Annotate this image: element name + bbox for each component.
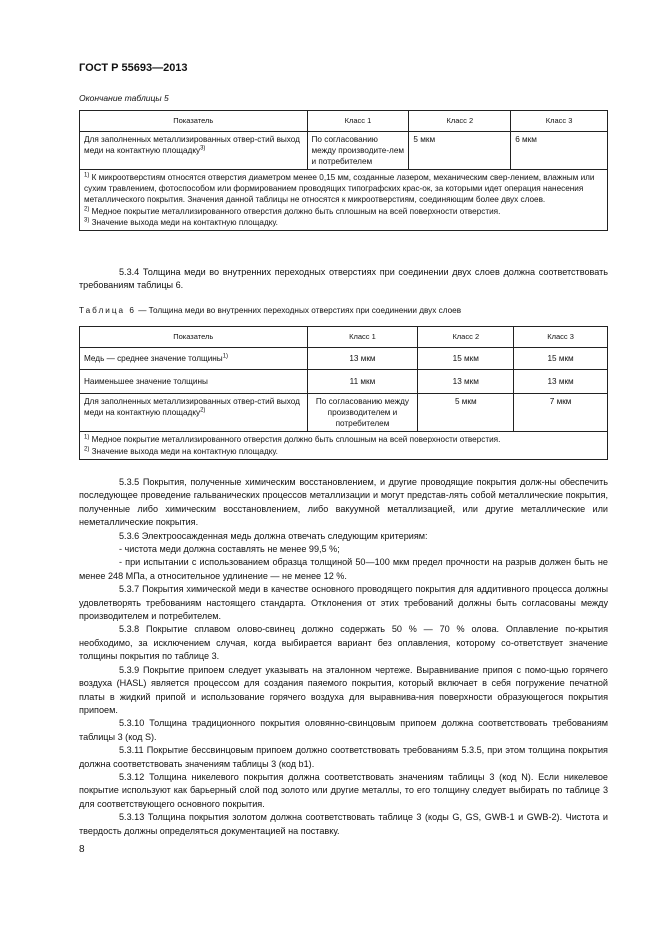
table6-cell: 11 мкм <box>307 370 418 394</box>
table5-row <box>80 132 608 170</box>
footnote-mark: 2) <box>84 205 90 212</box>
table6-col-header: Класс 1 <box>307 327 418 348</box>
paragraph-5-3-5: 5.3.5 Покрытия, полученные химическим восстановлением, и другие проводящие покрытия долж-ны обеспечить последующее проведение гальванических процессов металлизации и могут представ-лять собой металлические покрытия, полученные либо химическим восстановлением, либо вакуумной металлизацией, или другие металлические или неметаллические покрытия. <box>79 477 608 528</box>
table5-notes-row <box>80 170 608 230</box>
table6-col-header: Класс 2 <box>418 327 514 348</box>
footnote-mark: 3) <box>84 216 90 223</box>
footnote-mark: 1) <box>84 434 90 441</box>
table6-cell: 15 мкм <box>418 348 514 370</box>
footnote-mark: 3) <box>200 145 206 152</box>
paragraph-5-3-11: 5.3.11 Покрытие бессвинцовым припоем должно соответствовать требованиям 5.3.5, при этом толщина покрытия должна соответствовать значениям таблицы 3 (код b1). <box>79 745 608 769</box>
paragraph-5-3-10: 5.3.10 Толщина традиционного покрытия оловянно-свинцовым припоем должна соответствовать требованиям таблицы 3 (код S). <box>79 718 608 742</box>
paragraph-5-3-12: 5.3.12 Толщина никелевого покрытия должна соответствовать значениям таблицы 3 (код N). Если никелевое покрытие используют как барьерный слой под золото или другие металлы, то его толщину следует выбирать по таблице 3 для соответствующего основного покрытия. <box>79 771 608 809</box>
body-text <box>79 476 608 838</box>
paragraph-5-3-4 <box>79 266 608 293</box>
list-item: - при испытании с использованием образца толщиной 50—100 мкм предел прочности на разрыв должен быть не менее 248 МПа, а относительное удлинение — не менее 12 %. <box>79 557 608 581</box>
footnote-text: К микроотверстиям относятся отверстия диаметром менее 0,15 мм, созданные лазером, механическим свер-лением, влажным или сухим травлением, фотоспособом или формированием проводящих типографских крас-ок, за которыми идет операция нанесения металлического покрытия. Значения данной таблицы не относятся к микроотверстиям, соединяющим более двух слоев. <box>84 173 595 205</box>
table6-header-row <box>80 327 608 348</box>
footnote-text: Значение выхода меди на контактную площадку. <box>91 446 278 456</box>
table6-cell: 13 мкм <box>418 370 514 394</box>
table5-col-header: Класс 1 <box>307 111 409 132</box>
table6-row-label: Медь — среднее значение толщины <box>84 354 223 364</box>
table5-caption: Окончание таблицы 5 <box>79 93 169 103</box>
table5-notes <box>80 170 608 230</box>
paragraph: 5.3.4 Толщина меди во внутренних переходных отверстиях при соединении двух слоев должна соответствовать требованиям таблицы 6. <box>79 267 608 291</box>
table6-row <box>80 394 608 432</box>
paragraph-5-3-6: 5.3.6 Электроосажденная медь должна отвечать следующим критериям: <box>119 530 428 541</box>
table6-cell: 13 мкм <box>514 370 608 394</box>
page-number: 8 <box>79 844 85 855</box>
table5-cell: 6 мкм <box>511 132 608 170</box>
table6-notes <box>80 432 608 459</box>
table6-caption-text: — Толщина меди во внутренних переходных отверстиях при соединении двух слоев <box>135 306 462 315</box>
table6-row-label-cell <box>80 394 308 432</box>
footnote-text: Медное покрытие металлизированного отверстия должно быть сплошным на всей поверхности отверстия. <box>91 435 501 445</box>
table5-cell: 5 мкм <box>409 132 511 170</box>
footnote-mark: 1) <box>84 172 90 179</box>
table6-cell: 5 мкм <box>418 394 514 432</box>
paragraph-5-3-13: 5.3.13 Толщина покрытия золотом должна соответствовать таблице 3 (коды G, GS, GWB-1 и GWB-2). Чистота и твердость должны определяться документацией на поставку. <box>79 812 608 836</box>
list-item: - чистота меди должна составлять не менее 99,5 %; <box>119 544 340 555</box>
table6-row-label-cell <box>80 348 308 370</box>
table6-notes-row <box>80 432 608 459</box>
table-footnote <box>84 434 603 445</box>
table5-row-label: Для заполненных металлизированных отвер-стий выход меди на контактную площадку <box>84 135 300 156</box>
table6-col-header: Показатель <box>80 327 308 348</box>
table6-cell: 13 мкм <box>307 348 418 370</box>
footnote-mark: 1) <box>222 353 229 360</box>
table6-col-header: Класс 3 <box>514 327 608 348</box>
footnote-text: Значение выхода меди на контактную площадку. <box>91 217 278 227</box>
table6-caption-label: Таблица 6 <box>79 306 136 315</box>
footnote-mark: 2) <box>200 407 206 414</box>
table6 <box>79 326 608 460</box>
document-header: ГОСТ Р 55693—2013 <box>79 62 188 74</box>
table6-row-label-cell <box>80 370 308 394</box>
table5-cell: По согласованию между производите-лем и потребителем <box>307 132 409 170</box>
table5 <box>79 110 608 231</box>
table-footnote <box>84 217 603 228</box>
table5-col-header: Показатель <box>80 111 308 132</box>
table6-cell: 7 мкм <box>514 394 608 432</box>
table6-row-label: Наименьшее значение толщины <box>84 377 208 387</box>
paragraph-5-3-8: 5.3.8 Покрытие сплавом олово-свинец должно содержать 50 % — 70 % олова. Оплавление по-крытия необходимо, за исключением случая, когда выбирается вариант без оплавления, которому со-ответствует значение толщины покрытия по таблице 3. <box>79 624 608 662</box>
table6-row <box>80 370 608 394</box>
footnote-text: Медное покрытие металлизированного отверстия должно быть сплошным на всей поверхности отверстия. <box>91 206 501 216</box>
table5-col-header: Класс 2 <box>409 111 511 132</box>
table6-row-label: Для заполненных металлизированных отвер-стий выход меди на контактную площадку <box>84 397 300 418</box>
table-footnote <box>84 172 603 205</box>
paragraph-5-3-7: 5.3.7 Покрытия химической меди в качестве основного проводящего покрытия для аддитивного процесса должны удовлетворять требованиям настоящего стандарта. Отклонения от этих требований должны быть согласованы между производителем и потребителем. <box>79 584 608 622</box>
table-footnote <box>84 206 603 217</box>
paragraph-5-3-9: 5.3.9 Покрытие припоем следует указывать на эталонном чертеже. Выравнивание припоя с помо-щью горячего воздуха (HASL) является процессом для создания паяемого покрытия, который включает в себя погружение печатной платы в жидкий припой и использование горячего воздуха для выравнива-ния поверхности образующегося покрытия припоем. <box>79 664 608 715</box>
table5-col-header: Класс 3 <box>511 111 608 132</box>
table6-cell: По согласованию между производителем и потребителем <box>307 394 418 432</box>
table6-cell: 15 мкм <box>514 348 608 370</box>
table5-header-row <box>80 111 608 132</box>
table-footnote <box>84 446 603 457</box>
table6-row <box>80 348 608 370</box>
footnote-mark: 2) <box>84 445 90 452</box>
table6-caption <box>79 306 461 315</box>
table5-row-label-cell <box>80 132 308 170</box>
